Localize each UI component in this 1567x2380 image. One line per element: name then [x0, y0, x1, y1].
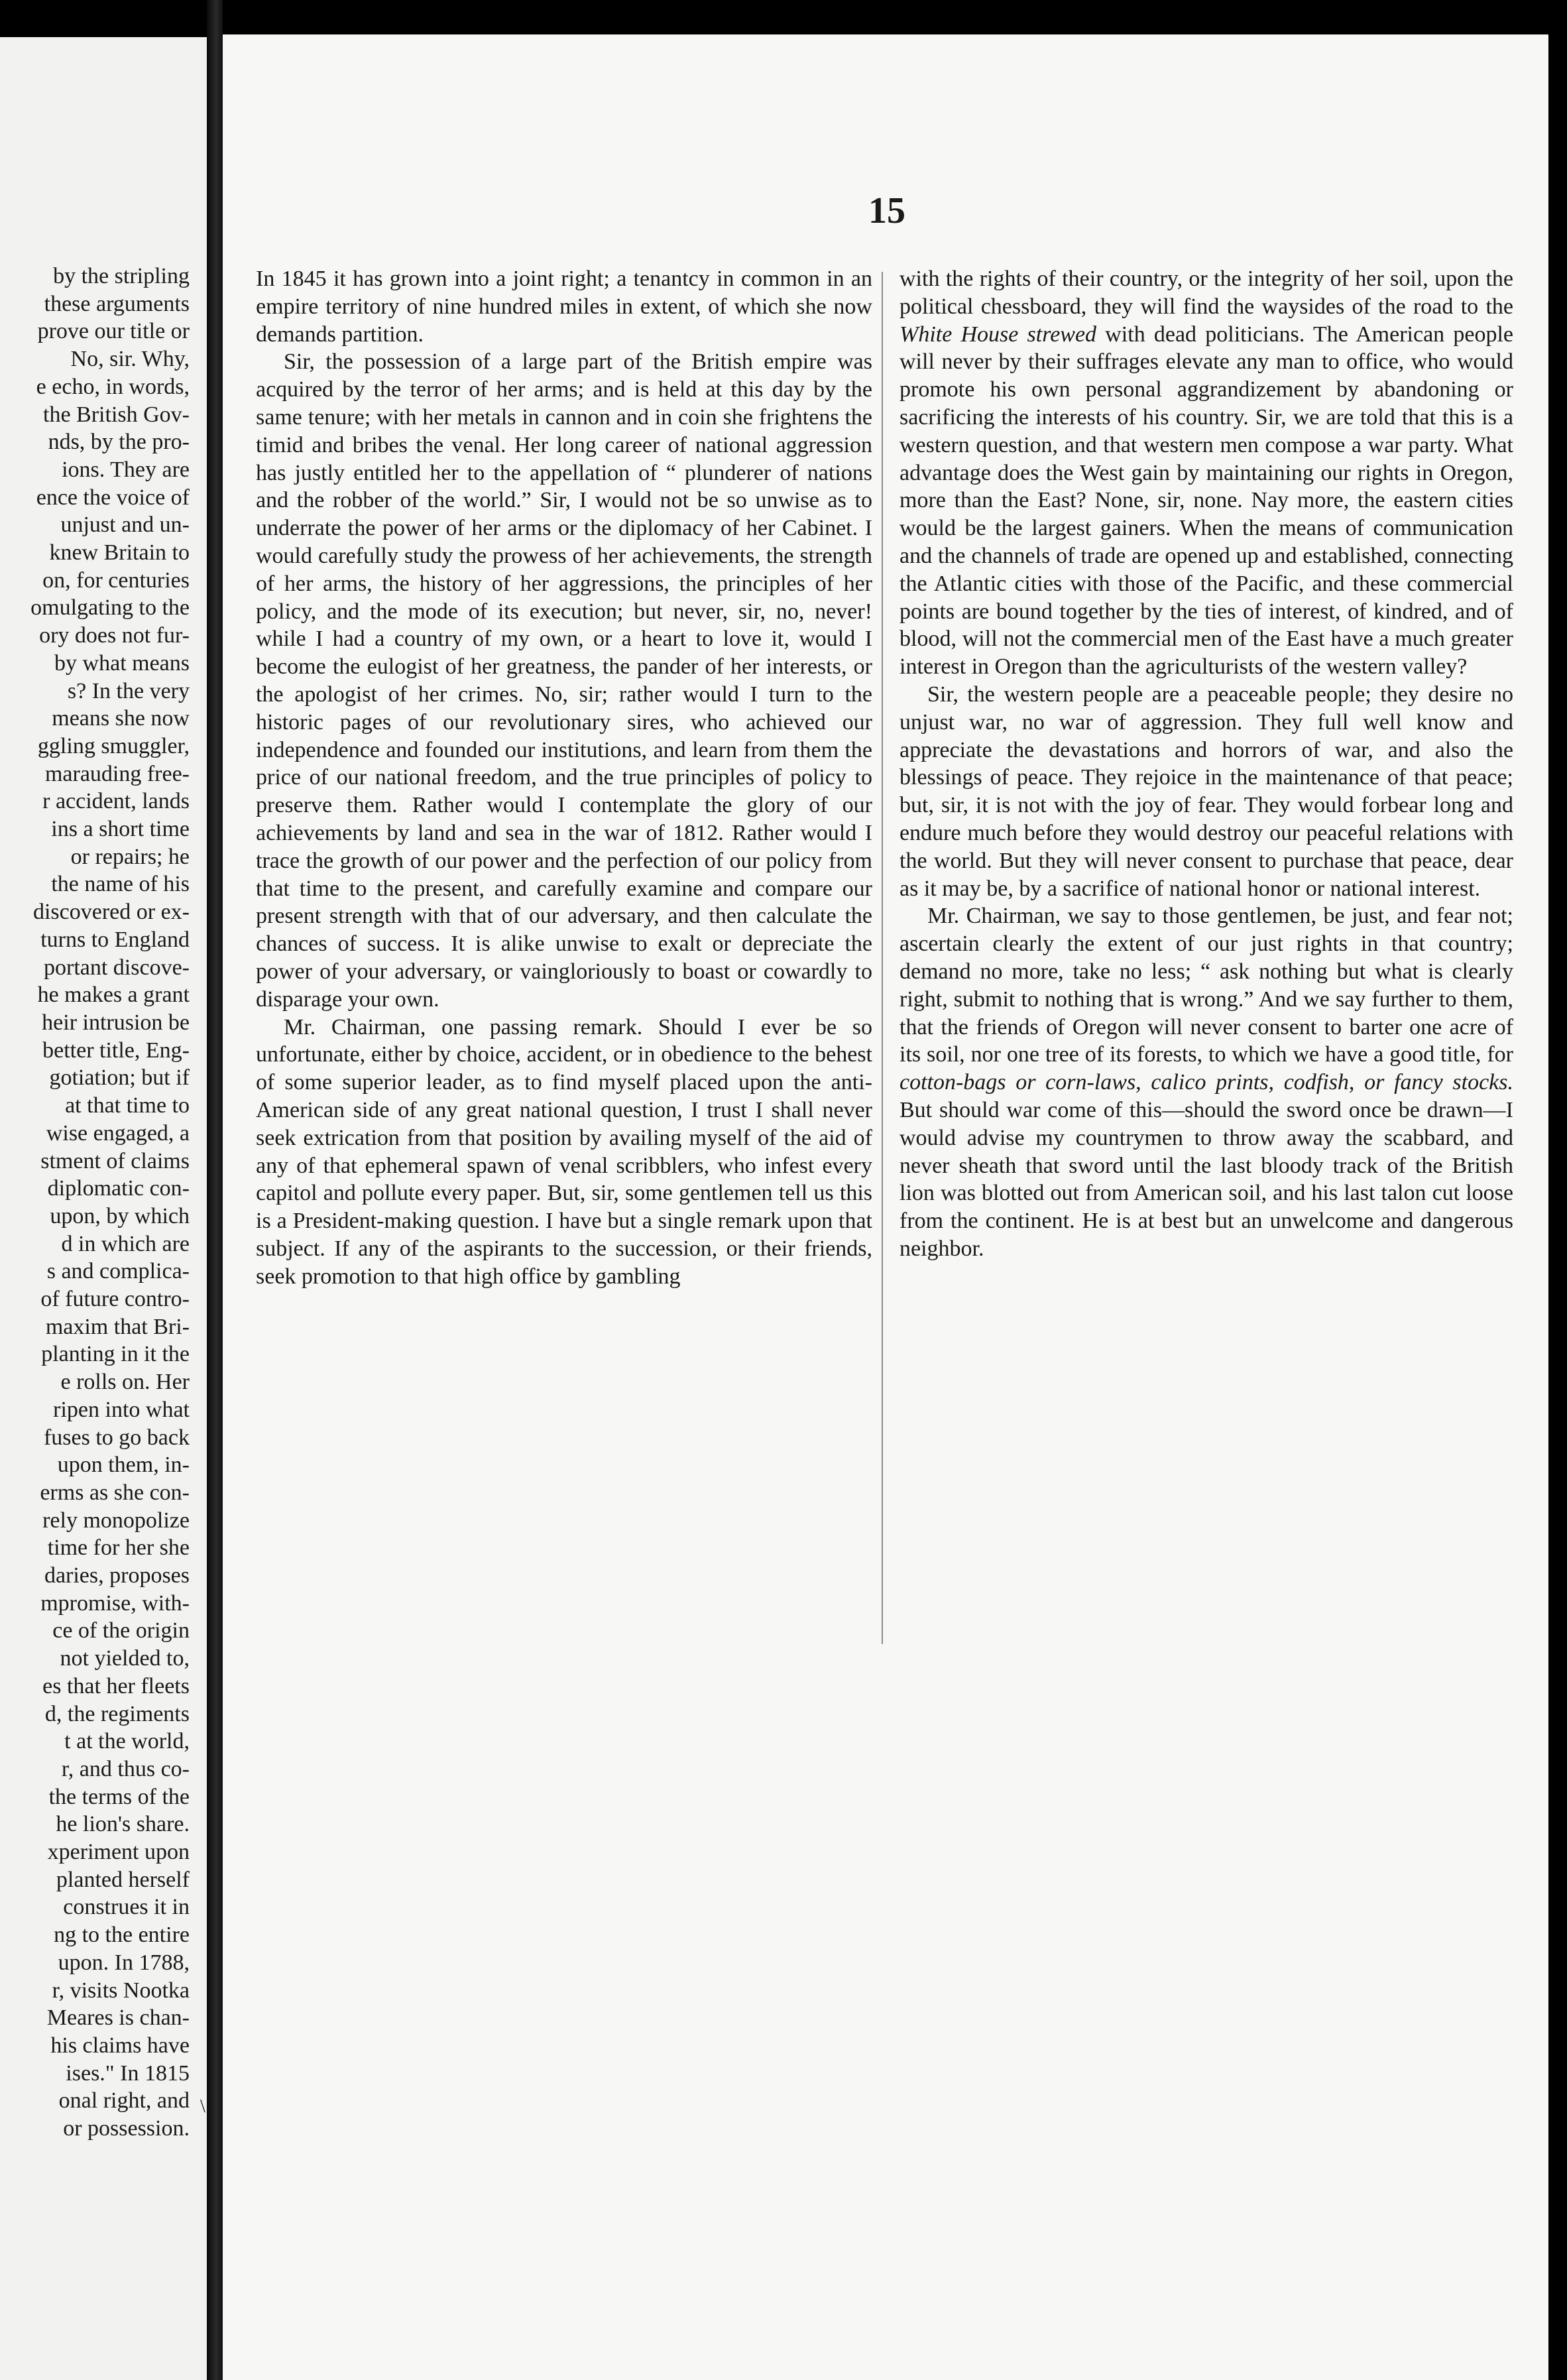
paragraph: [900, 265, 1513, 681]
text-run: Mr. Chairman, we say to those gentlemen, be just, and fear not; ascertain clearly the extent of our just rights in that country; demand no more, take no less; “ ask nothing but what is clearly right, submit to nothing that is wrong.” And we say further to them, that the friends of Oregon will never consent to barter one acre of its soil, nor one tree of its forests, to which we have a good title, for: [900, 904, 1513, 1067]
facing-page-line: the name of his: [51, 872, 190, 897]
italic-phrase: White House strewed: [900, 322, 1097, 347]
text-run: with dead politicians. The American people will never by their suffrages elevate any man to office, who would promote his own personal aggrandizement by abandoning or sacrificing the interests of his country. Sir, we are told that this is a western question, and that western men compose a war party. What advantage does the West gain by maintaining our rights in Oregon, more than the East? None, sir, none. Nay more, the eastern cities would be the largest gainers. When the means of communication and the channels of trade are opened up and established, connecting the Atlantic cities with those of the Pacific, and these commercial points are bound together by the ties of interest, of kindred, and of blood, will not the commercial men of the East have a much greater interest in Oregon than the agriculturists of the western valley?: [900, 322, 1513, 680]
facing-page-line: gotiation; but if: [49, 1065, 190, 1091]
column-divider: [882, 272, 883, 1644]
facing-page-line: diplomatic con-: [47, 1176, 190, 1201]
facing-page-line: d in which are: [61, 1231, 190, 1256]
facing-page-line: the British Gov-: [43, 402, 190, 427]
facing-page-line: r accident, lands: [42, 789, 190, 814]
facing-page-line: ce of the origin: [52, 1618, 190, 1643]
paragraph: Sir, the possession of a large part of the British empire was acquired by the terror of her arms; and is held at this day by the same tenure; with her metals in cannon and in coin she frightens the timid and bribes the venal. Her long career of national aggression has justly entitled her to the appellation of “ plunderer of nations and the robber of the world.” Sir, I would not be so unwise as to underrate the power of her arms or the diplomacy of her Cabinet. I would carefully study the prowess of her achievements, the strength of her arms, the history of her aggressions, the principles of her policy, and the mode of its execution; but never, sir, no, never! while I had a country of my own, or a heart to love it, would I become the eulogist of her greatness, the pander of her interests, or the apologist of her crimes. No, sir; rather would I turn to the historic pages of our revolutionary sires, who achieved our independence and founded our institutions, and learn from them the price of our national freedom, and the true principles of policy to preserve them. Rather would I contemplate the glory of our achievements by land and sea in the war of 1812. Rather would I trace the growth of our power and the perfection of our policy from that time to the present, and carefully examine and compare our present strength with that of our adversary, and then calculate the chances of success. It is alike unwise to exalt or depreciate the power of your adversary, or vaingloriously to boast or cowardly to disparage your own.: [256, 349, 872, 1012]
book-gutter: [207, 0, 223, 2380]
paragraph: Sir, the western people are a peaceable people; they desire no unjust war, no war of aggression. They full well know and appreciate the devastations and horrors of war, and also the blessings of peace. They rejoice in the maintenance of that peace; but, sir, it is not with the joy of fear. They would forbear long and endure much before they would destroy our peaceful relations with the world. But they will never consent to purchase that peace, dear as it may be, by a sacrifice of national honor or national interest.: [900, 682, 1513, 901]
facing-page-line: ence the voice of: [36, 485, 190, 510]
facing-page-line: ory does not fur-: [39, 623, 190, 648]
paragraph: In 1845 it has grown into a joint right; a tenantcy in common in an empire territory of nine hundred miles in extent, of which she now demands partition.: [256, 267, 872, 347]
facing-page-line: these arguments: [44, 291, 190, 316]
facing-page-line: the terms of the: [48, 1784, 190, 1809]
facing-page-line: or possession.: [63, 2116, 190, 2141]
facing-page-line: ripen into what: [53, 1397, 190, 1422]
facing-page-line: ises." In 1815: [66, 2060, 190, 2086]
paragraph: [900, 902, 1513, 1262]
margin-mark: \: [200, 2096, 205, 2117]
facing-page-text: [0, 263, 190, 2143]
facing-page-line: r, and thus co-: [61, 1756, 190, 1781]
facing-page-line: he makes a grant: [37, 982, 190, 1008]
page-number: 15: [868, 190, 905, 231]
facing-page-line: omulgating to the: [30, 595, 190, 621]
facing-page-line: s? In the very: [67, 678, 190, 703]
facing-page-line: nds, by the pro-: [48, 430, 190, 455]
text-column-right: [900, 265, 1513, 1263]
facing-page-line: No, sir. Why,: [70, 347, 190, 372]
facing-page-line: his claims have: [50, 2033, 190, 2058]
facing-page-line: he lion's share.: [56, 1812, 190, 1837]
facing-page-line: or repairs; he: [70, 844, 190, 869]
text-run: with the rights of their country, or the integrity of her soil, upon the political chessboard, they will find the waysides of the road to the: [900, 267, 1513, 319]
facing-page-line: on, for centuries: [42, 567, 190, 593]
facing-page-line: construes it in: [63, 1895, 190, 1920]
facing-page-line: ins a short time: [51, 817, 190, 842]
facing-page-line: xperiment upon: [47, 1840, 190, 1865]
text-run: But should war come of this—should the sword once be drawn—I would advise my countrymen to throw away the scabbard, and never sheath that sword until the last bloody track of the British lion was blotted out from American soil, and his last talon cut loose from the continent. He is at best but an unwelcome and dangerous neighbor.: [900, 1097, 1513, 1261]
facing-page-line: Meares is chan-: [46, 2005, 190, 2031]
facing-page-line: rely monopolize: [42, 1508, 190, 1533]
facing-page-line: e rolls on. Her: [60, 1370, 190, 1395]
facing-page-line: upon, by which: [50, 1203, 190, 1228]
facing-page-line: e echo, in words,: [36, 374, 190, 399]
facing-page-line: at that time to: [65, 1093, 190, 1118]
facing-page-line: means she now: [52, 706, 190, 731]
paragraph: Mr. Chairman, one passing remark. Should I ever be so unfortunate, either by choice, accident, or in obedience to the behest of some superior leader, as to find myself placed upon the anti-American side of any great national question, I trust I shall never seek extrication from that position by availing myself of the aid of any of that ephemeral spawn of venal scribblers, who infest every capitol and pollute every paper. But, sir, some gentlemen tell us this is a President-making question. I have but a single remark upon that subject. If any of the aspirants to the succession, or their friends, seek promotion to that high office by gambling: [256, 1014, 872, 1289]
facing-page-line: onal right, and: [58, 2088, 190, 2113]
facing-page-line: d, the regiments: [44, 1701, 190, 1726]
facing-page-line: ng to the entire: [54, 1923, 190, 1948]
facing-page-line: maxim that Bri-: [45, 1314, 190, 1339]
facing-page-line: turns to England: [40, 927, 190, 952]
facing-page-line: prove our title or: [37, 319, 190, 344]
facing-page-line: portant discove-: [44, 955, 190, 980]
text-column-left: [256, 265, 872, 1290]
facing-page-line: not yielded to,: [60, 1646, 190, 1671]
facing-page-line: marauding free-: [44, 761, 190, 786]
facing-page-line: time for her she: [47, 1535, 190, 1561]
facing-page-line: of future contro-: [40, 1287, 190, 1312]
facing-page-line: knew Britain to: [49, 540, 190, 565]
facing-page-line: erms as she con-: [40, 1480, 190, 1505]
facing-page-line: mpromise, with-: [40, 1590, 190, 1616]
facing-page-line: fuses to go back: [43, 1425, 190, 1450]
facing-page-line: stment of claims: [40, 1148, 190, 1173]
facing-page-line: by the stripling: [53, 264, 190, 288]
facing-page-line: planting in it the: [41, 1342, 190, 1367]
facing-page-line: heir intrusion be: [42, 1010, 190, 1035]
facing-page-line: ions. They are: [62, 457, 190, 482]
italic-phrase: cotton-bags or corn-laws, calico prints, codfish, or fancy stocks.: [900, 1070, 1513, 1095]
facing-page-line: discovered or ex-: [32, 900, 190, 925]
facing-page-line: t at the world,: [64, 1729, 190, 1754]
facing-page-line: r, visits Nootka: [52, 1978, 190, 2003]
facing-page-fragment: [0, 37, 207, 2380]
facing-page-line: planted herself: [56, 1867, 190, 1892]
facing-page-line: unjust and un-: [60, 512, 190, 538]
facing-page-line: wise engaged, a: [46, 1120, 190, 1146]
facing-page-line: upon. In 1788,: [58, 1950, 190, 1975]
facing-page-line: daries, proposes: [44, 1563, 190, 1588]
facing-page-line: better title, Eng-: [42, 1038, 190, 1063]
facing-page-line: es that her fleets: [42, 1673, 190, 1698]
facing-page-line: upon them, in-: [57, 1453, 190, 1478]
facing-page-line: s and complica-: [46, 1259, 190, 1284]
facing-page-line: by what means: [54, 650, 190, 676]
facing-page-line: ggling smuggler,: [37, 733, 190, 758]
